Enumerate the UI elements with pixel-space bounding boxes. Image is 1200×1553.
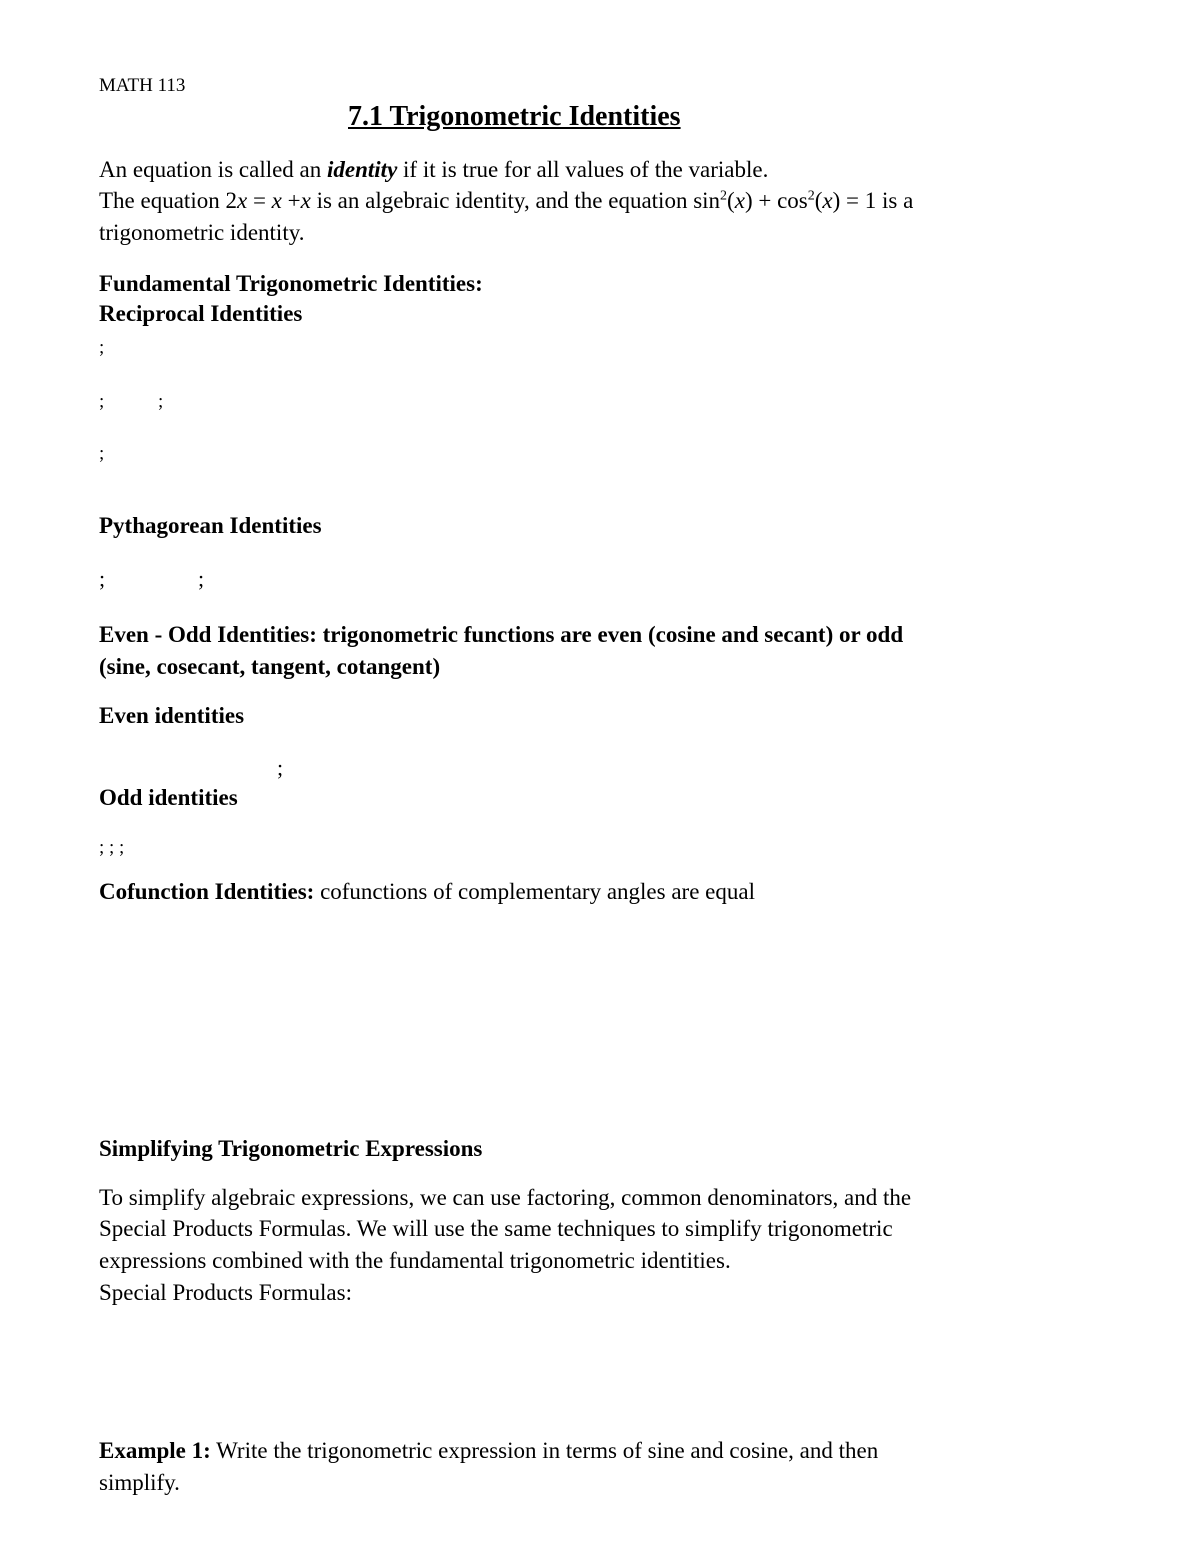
course-label: MATH 113 (99, 75, 186, 96)
example-1-label: Example 1: (99, 1438, 211, 1463)
reciprocal-separator-2b: ; (158, 391, 164, 412)
even-heading: Even identities (99, 703, 245, 728)
fundamental-heading: Fundamental Trigonometric Identities: (99, 271, 483, 296)
intro-line-3: trigonometric identity. (99, 220, 305, 245)
pythagorean-heading: Pythagorean Identities (99, 513, 322, 538)
example-1-line-2: simplify. (99, 1470, 180, 1495)
identity-term: identity (327, 157, 398, 182)
reciprocal-separator-3: ; (99, 443, 105, 464)
special-products-label: Special Products Formulas: (99, 1280, 352, 1305)
reciprocal-separator-2a: ; (99, 391, 105, 412)
cofunction-label: Cofunction Identities: (99, 879, 315, 904)
example-1-line-1: Example 1: Write the trigonometric expression in terms of sine and cosine, and then (99, 1438, 879, 1463)
odd-heading: Odd identities (99, 785, 238, 810)
page-title: 7.1 Trigonometric Identities (348, 101, 681, 132)
intro-line-1: An equation is called an identity if it is true for all values of the variable. (99, 157, 769, 182)
pythagorean-separator-b: ; (198, 566, 205, 591)
simplifying-line-1: To simplify algebraic expressions, we can use factoring, common denominators, and the (99, 1185, 912, 1210)
odd-separators: ; ; ; (99, 837, 125, 858)
even-odd-line-1: Even - Odd Identities: trigonometric functions are even (cosine and secant) or odd (99, 622, 904, 647)
reciprocal-heading: Reciprocal Identities (99, 301, 303, 326)
cofunction-line: Cofunction Identities: cofunctions of complementary angles are equal (99, 879, 755, 904)
simplifying-line-3: expressions combined with the fundamental trigonometric identities. (99, 1248, 731, 1273)
simplifying-line-2: Special Products Formulas. We will use the same techniques to simplify trigonometric (99, 1216, 893, 1241)
even-separator: ; (277, 755, 284, 780)
pythagorean-separator-a: ; (99, 566, 106, 591)
reciprocal-separator-1: ; (99, 337, 105, 358)
intro-line-2: The equation 2x = x +x is an algebraic identity, and the equation $\sin^2(x) + \cos^2(x) = 1$ is a (99, 188, 914, 213)
even-odd-line-2: (sine, cosecant, tangent, cotangent) (99, 654, 441, 679)
simplifying-heading: Simplifying Trigonometric Expressions (99, 1136, 483, 1161)
